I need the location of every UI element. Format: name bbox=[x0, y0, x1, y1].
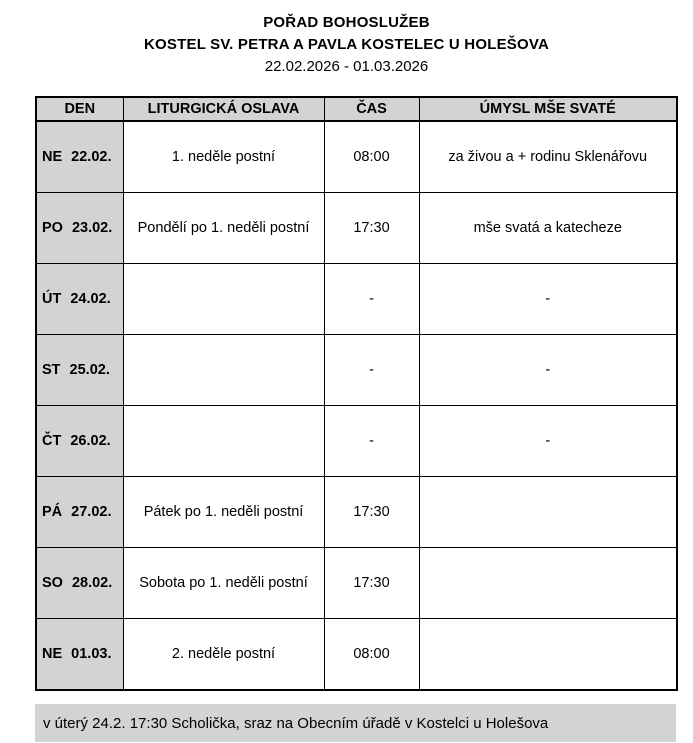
intention-cell: - bbox=[419, 264, 677, 335]
day-date: 26.02. bbox=[70, 433, 111, 449]
column-header-den: DEN bbox=[36, 97, 123, 121]
column-header-liturgicka-oslava: LITURGICKÁ OSLAVA bbox=[123, 97, 324, 121]
day-abbrev: SO bbox=[42, 575, 63, 591]
liturgy-cell: Sobota po 1. neděli postní bbox=[123, 548, 324, 619]
day-abbrev: NE bbox=[42, 149, 63, 165]
document-header bbox=[0, 0, 693, 78]
page-subtitle: KOSTEL SV. PETRA A PAVLA KOSTELEC U HOLEŠOVA bbox=[144, 36, 549, 53]
footer-note-bar bbox=[35, 704, 676, 742]
schedule-row bbox=[36, 193, 677, 264]
day-abbrev: NE bbox=[42, 646, 63, 662]
day-cell bbox=[36, 121, 123, 193]
day-abbrev: ST bbox=[42, 362, 61, 378]
day-cell bbox=[36, 406, 123, 477]
intention-cell bbox=[419, 477, 677, 548]
page-title: POŘAD BOHOSLUŽEB bbox=[263, 14, 430, 31]
footer-note-text: v úterý 24.2. 17:30 Scholička, sraz na Obecním úřadě v Kostelci u Holešova bbox=[43, 714, 549, 732]
time-cell: - bbox=[324, 335, 419, 406]
schedule-row bbox=[36, 335, 677, 406]
schedule-table bbox=[35, 96, 678, 691]
time-cell: 17:30 bbox=[324, 548, 419, 619]
time-cell: 08:00 bbox=[324, 619, 419, 691]
day-cell bbox=[36, 619, 123, 691]
time-cell: 08:00 bbox=[324, 121, 419, 193]
intention-cell: - bbox=[419, 335, 677, 406]
schedule-row bbox=[36, 121, 677, 193]
liturgy-cell: 2. neděle postní bbox=[123, 619, 324, 691]
day-abbrev: PÁ bbox=[42, 504, 63, 520]
time-cell: - bbox=[324, 406, 419, 477]
intention-cell: - bbox=[419, 406, 677, 477]
liturgy-cell bbox=[123, 335, 324, 406]
date-range: 22.02.2026 - 01.03.2026 bbox=[264, 58, 429, 75]
liturgy-cell bbox=[123, 264, 324, 335]
column-header-umysl-mse-svate: ÚMYSL MŠE SVATÉ bbox=[419, 97, 677, 121]
liturgy-cell: Pátek po 1. neděli postní bbox=[123, 477, 324, 548]
day-abbrev: ČT bbox=[42, 433, 62, 449]
schedule-row bbox=[36, 406, 677, 477]
header-row bbox=[36, 97, 677, 121]
intention-cell: mše svatá a katecheze bbox=[419, 193, 677, 264]
day-date: 28.02. bbox=[71, 575, 113, 591]
schedule-row bbox=[36, 548, 677, 619]
schedule-row bbox=[36, 264, 677, 335]
day-cell bbox=[36, 477, 123, 548]
time-cell: 17:30 bbox=[324, 193, 419, 264]
day-date: 01.03. bbox=[71, 646, 112, 662]
intention-cell: za živou a + rodinu Sklenářovu bbox=[419, 121, 677, 193]
day-date: 27.02. bbox=[71, 504, 112, 520]
day-abbrev: PO bbox=[42, 220, 63, 236]
day-cell bbox=[36, 335, 123, 406]
intention-cell bbox=[419, 619, 677, 691]
schedule-row bbox=[36, 477, 677, 548]
liturgy-cell bbox=[123, 406, 324, 477]
day-date: 23.02. bbox=[71, 220, 113, 236]
day-date: 25.02. bbox=[69, 362, 110, 378]
day-abbrev: ÚT bbox=[42, 291, 62, 307]
day-date: 22.02. bbox=[71, 149, 112, 165]
liturgy-cell: 1. neděle postní bbox=[123, 121, 324, 193]
time-cell: 17:30 bbox=[324, 477, 419, 548]
day-cell bbox=[36, 264, 123, 335]
schedule-row bbox=[36, 619, 677, 691]
day-cell bbox=[36, 548, 123, 619]
liturgy-cell: Pondělí po 1. neděli postní bbox=[123, 193, 324, 264]
day-cell bbox=[36, 193, 123, 264]
intention-cell bbox=[419, 548, 677, 619]
time-cell: - bbox=[324, 264, 419, 335]
day-date: 24.02. bbox=[70, 291, 111, 307]
column-header-cas: ČAS bbox=[324, 97, 419, 121]
